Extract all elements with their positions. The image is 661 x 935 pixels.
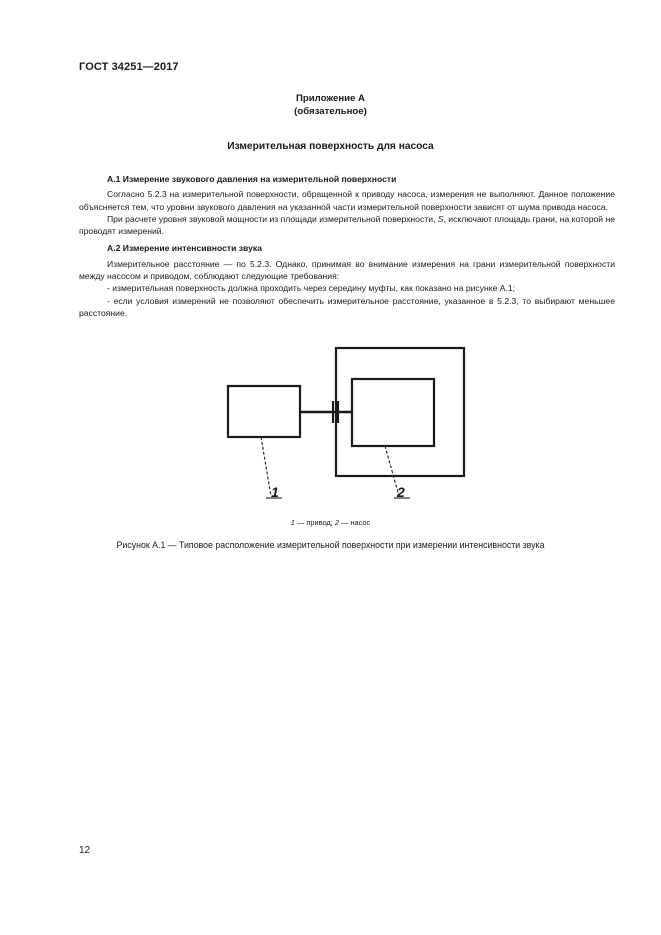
legend-text: — насос	[338, 518, 371, 527]
body-text	[79, 173, 615, 319]
legend-number: 2	[334, 518, 339, 527]
section-a2-heading: А.2 Измерение интенсивности звука	[107, 243, 262, 254]
label-1: 1	[271, 484, 279, 500]
section-a1-paragraph-1: Согласно 5.2.3 на измерительной поверхности, обращенной к приводу насоса, измерения не выполняют. Данное положение объясняется тем, что уровни звукового давления на указанной части измерительной поверхности зависят от шума привода насоса.	[79, 189, 615, 212]
annex-heading	[0, 92, 661, 118]
label-2: 2	[397, 484, 405, 500]
document-header: ГОСТ 34251—2017	[79, 61, 179, 73]
leader-line-1	[261, 437, 271, 496]
section-a1-heading: А.1 Измерение звукового давления на измерительной поверхности	[107, 174, 397, 184]
area-symbol: S	[437, 213, 444, 224]
section-a2-paragraph-1: Измерительное расстояние — по 5.2.3. Однако, принимая во внимание измерения на грани измерительной поверхности между насосом и приводом, соблюдают следующие требования:	[79, 258, 615, 282]
page-number: 12	[79, 845, 91, 856]
figure-legend	[0, 518, 661, 527]
section-a2-list-item-1: - измерительная поверхность должна проходить через середину муфты, как показано на рисунке А.1;	[107, 283, 516, 294]
annex-title: Приложение А	[296, 93, 365, 104]
drive-box	[228, 386, 300, 437]
section-a2-list-item-2: - если условия измерений не позволяют обеспечить измерительное расстояние, указанное в 5.2.3, то выбирают меньшее расстояние.	[79, 295, 615, 318]
paragraph-text: При расчете уровня звуковой мощности из площади измерительной поверхности,	[107, 213, 438, 224]
annex-status: (обязательное)	[294, 106, 367, 117]
figure-a1	[0, 340, 661, 540]
paragraph-text: , исключают площадь грани, на которой не проводят измерений.	[79, 213, 615, 237]
legend-number: 1	[290, 518, 295, 527]
measurement-surface-box	[336, 348, 464, 476]
section-a1-paragraph-2	[79, 213, 615, 238]
pump-box	[352, 379, 434, 446]
legend-text: — привод;	[294, 518, 335, 527]
annex-subject-title: Измерительная поверхность для насоса	[227, 141, 434, 152]
figure-diagram	[0, 340, 661, 540]
figure-caption: Рисунок А.1 — Типовое расположение измерительной поверхности при измерении интенсивности звука	[116, 540, 545, 550]
